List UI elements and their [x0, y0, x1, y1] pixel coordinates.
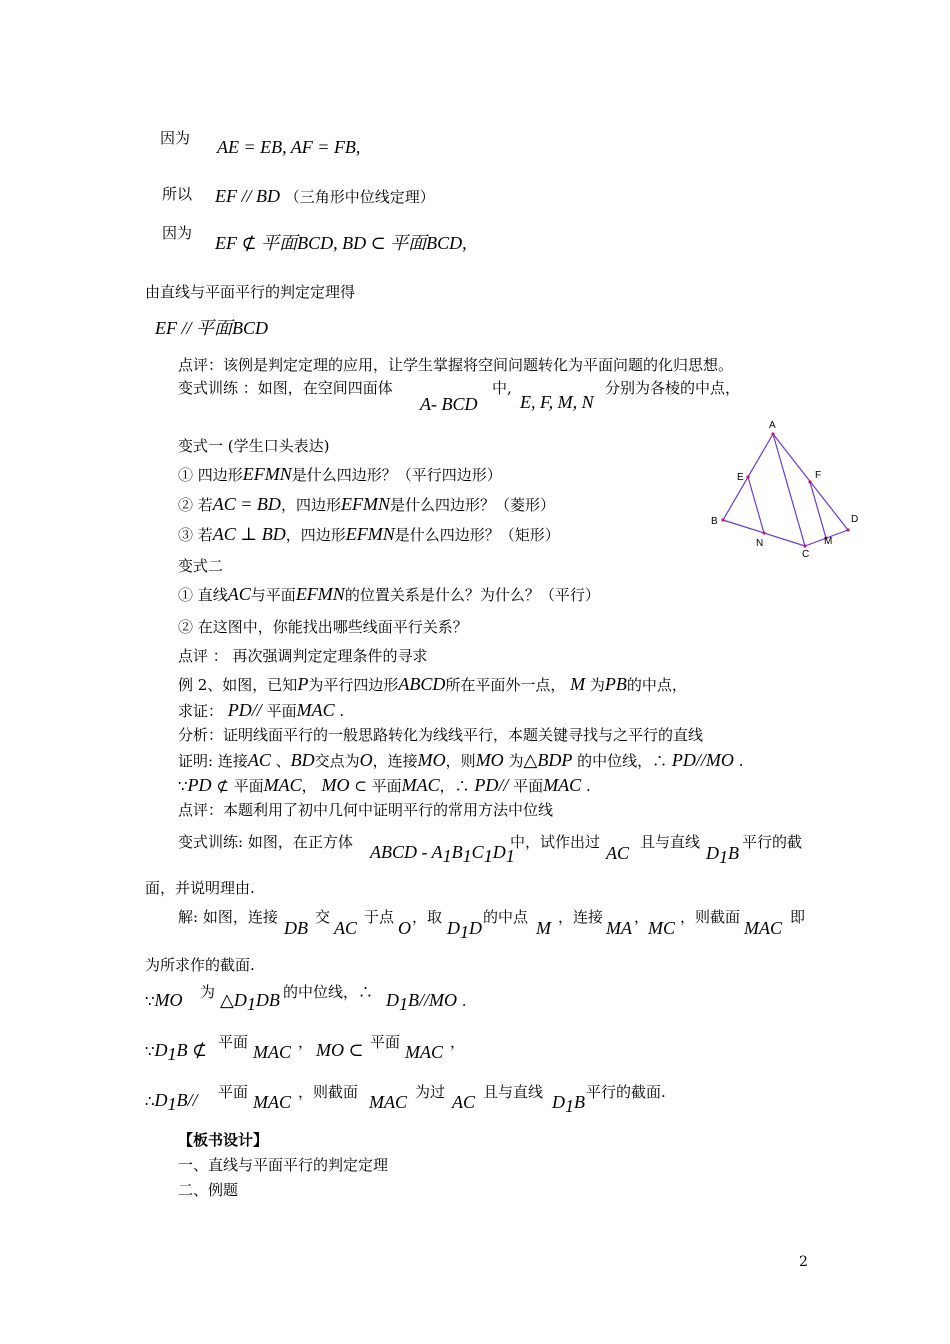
text-line: ，则截面 [298, 1083, 359, 1101]
text-line: 二、例题 [178, 1181, 239, 1199]
text-line: ③ 若AC ⊥ BD，四边形EFMN是什么四边形？（矩形） [178, 524, 560, 544]
text-line: ， [298, 1033, 314, 1051]
point-A [771, 432, 774, 435]
math-expression: O [398, 918, 411, 938]
text-line: ② 在这图中，你能找出哪些线面平行关系？ [178, 618, 468, 636]
math-expression: EF // BD （三角形中位线定理） [215, 186, 435, 206]
text-line: 面，并说明理由. [145, 879, 255, 897]
text-line: 变式训练 ：如图，在空间四面体 [178, 379, 393, 397]
text-line: 平行的截面. [586, 1083, 666, 1101]
math-expression: M [536, 918, 551, 938]
point-C [803, 544, 806, 547]
point-D [846, 528, 849, 531]
label-A: A [769, 420, 776, 431]
text-line: ，连接 [558, 908, 604, 926]
page-number: 2 [799, 1254, 808, 1270]
math-expression: $\therefore D_1B//$ [145, 1090, 198, 1114]
text-line: 为 [200, 983, 216, 1001]
text-line: 于点 [364, 908, 395, 926]
math-expression: MAC [253, 1092, 291, 1112]
text-line: ∵PD ⊄ 平面MAC， MO ⊂ 平面MAC，∴ PD// 平面MAC . [178, 775, 591, 795]
text-line: 点评：本题利用了初中几何中证明平行的常用方法中位线 [178, 801, 554, 819]
point-N [762, 531, 765, 534]
math-expression: $\triangle D_1DB$ [220, 990, 280, 1014]
math-expression: $D_1B$ [552, 1092, 585, 1116]
text-line: 变式二 [178, 557, 224, 575]
point-E [746, 475, 749, 478]
math-expression: DB [284, 918, 308, 938]
text-line: 求证： PD// 平面MAC . [178, 700, 345, 720]
text-line: 变式一 (学生口头表达) [178, 437, 330, 455]
text-line: 平面 [218, 1083, 249, 1101]
text-line: 证明: 连接AC 、BD交点为O，连接MO，则MO 为△BDP 的中位线，∴ PD//MO . [178, 750, 744, 770]
segment-FM [810, 482, 826, 538]
math-expression: $D_1B//MO$ . [386, 990, 467, 1014]
math-expression: $D_1B$ [706, 843, 739, 867]
text-line: 点评：该例是判定定理的应用，让学生掌握将空间问题转化为平面问题的化归思想。 [178, 356, 734, 374]
text-line: 即 [790, 908, 806, 926]
text-line: 的中位线，∴ [283, 983, 374, 1001]
text-line: 解: 如图，连接 [178, 908, 278, 926]
text-line: ，取 [412, 908, 443, 926]
section-heading: 【板书设计】 [178, 1131, 269, 1149]
text-line: 平面 [370, 1033, 401, 1051]
math-expression: MAC [253, 1042, 291, 1062]
text-line: ① 直线AC与平面EFMN的位置关系是什么？为什么？（平行） [178, 584, 600, 604]
math-expression: MAC [744, 918, 782, 938]
text-line: 平行的截 [742, 833, 803, 851]
math-expression: AE = EB, AF = FB, [217, 137, 361, 157]
label-E: E [737, 472, 744, 483]
text-line: ② 若AC = BD，四边形EFMN是什么四边形？（菱形） [178, 494, 555, 514]
math-expression: MO ⊂ [316, 1040, 364, 1060]
text-line: 例 2、如图，已知P为平行四边形ABCD所在平面外一点， M 为PB的中点， [178, 674, 687, 694]
math-expression: MAC [369, 1092, 407, 1112]
label-N: N [756, 538, 764, 549]
label-B: B [711, 516, 718, 527]
tetrahedron-figure [708, 418, 868, 558]
math-expression: AC [334, 918, 358, 938]
text-line: 分析：证明线面平行的一般思路转化为线线平行，本题关键寻找与之平行的直线 [178, 726, 704, 744]
label-F: F [815, 470, 822, 481]
text-line: 变式训练: 如图，在正方体 [178, 833, 353, 851]
text-line: 中，试作出过 [510, 833, 601, 851]
text-line: 平面 [218, 1033, 249, 1051]
math-expression: MAC [405, 1042, 443, 1062]
math-expression: EF // 平面BCD [155, 318, 268, 338]
label-M: M [824, 536, 833, 547]
label-D: D [851, 514, 859, 525]
math-expression: AC [606, 843, 630, 863]
text-line: 一、直线与平面平行的判定定理 [178, 1156, 389, 1174]
text-line: 且与直线 [640, 833, 701, 851]
text-line: 因为 [162, 224, 193, 242]
math-expression: ABCD - $A_1B_1C_1D_1$ [370, 842, 515, 866]
text-line: 分别为各棱的中点， [605, 379, 741, 397]
math-expression: E, F, M, N [520, 392, 594, 412]
text-line: 为所求作的截面. [145, 956, 255, 974]
math-expression: EF ⊄ 平面BCD, BD ⊂ 平面BCD, [215, 233, 467, 253]
text-line: 因为 [160, 129, 191, 147]
point-B [721, 518, 724, 521]
text-line: 由直线与平面平行的判定定理得 [145, 283, 356, 301]
math-expression: ∵MO [145, 990, 183, 1010]
edge-AC [773, 434, 805, 546]
text-line: 的中点 [483, 908, 529, 926]
math-expression: $D_1D$ [447, 918, 482, 942]
text-line: 中, [492, 379, 512, 397]
text-line: ，则截面 [680, 908, 741, 926]
math-expression: MA [606, 918, 632, 938]
label-C: C [802, 549, 810, 558]
math-expression: MC [648, 918, 675, 938]
text-line: 交 [315, 908, 331, 926]
math-expression: $\because D_1B$ ⊄ [145, 1040, 208, 1064]
text-line: 为过 [415, 1083, 446, 1101]
math-expression: A- BCD [420, 394, 478, 414]
math-expression: AC [452, 1092, 476, 1112]
text-line: 点评 ： 再次强调判定定理条件的寻求 [178, 647, 428, 665]
text-line: 且与直线 [483, 1083, 544, 1101]
point-F [808, 480, 811, 483]
segment-EN [748, 477, 764, 533]
text-line: ① 四边形EFMN是什么四边形？（平行四边形） [178, 464, 502, 484]
text-line: ， [634, 908, 650, 926]
text-line: ， [450, 1033, 466, 1051]
text-line: 所以 [162, 185, 193, 203]
